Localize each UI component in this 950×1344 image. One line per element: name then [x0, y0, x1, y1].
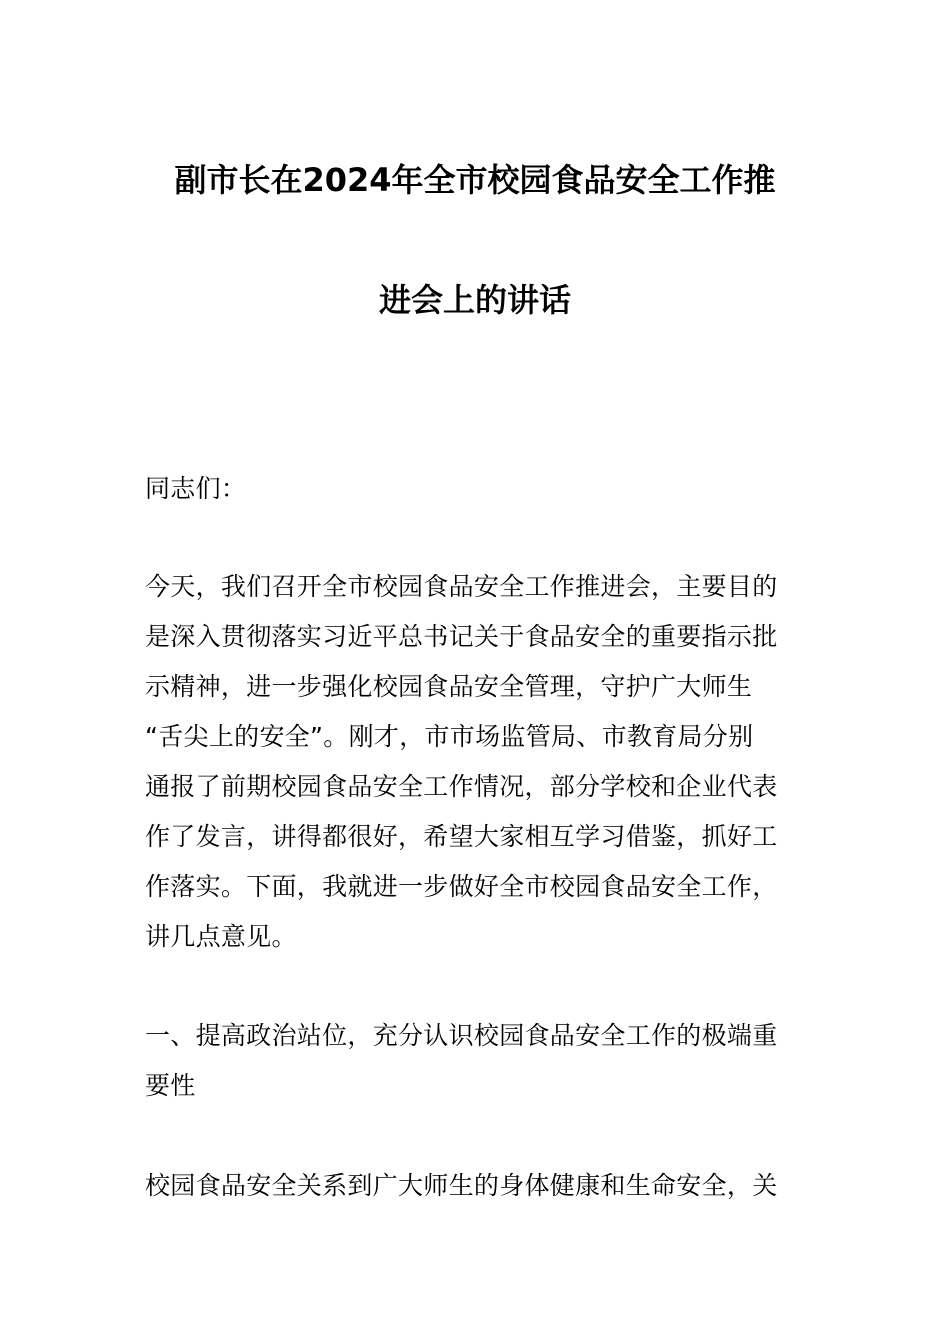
- paragraph-line: 讲几点意见。: [145, 922, 297, 951]
- paragraph-line: 作了发言，讲得都很好，希望大家相互学习借鉴，抓好工: [145, 822, 778, 851]
- salutation: 同志们：: [145, 474, 247, 503]
- paragraph-2: [145, 1161, 810, 1211]
- document-title-line-1: 副市长在2024年全市校园食品安全工作推: [174, 161, 776, 199]
- paragraph-line: “舌尖上的安全”。刚才，市市场监管局、市教育局分别: [145, 722, 754, 751]
- paragraph-line: 作落实。下面，我就进一步做好全市校园食品安全工作，: [145, 872, 778, 901]
- section-1-heading: [145, 1011, 810, 1111]
- paragraph-1: [145, 562, 810, 962]
- paragraph-line: 是深入贯彻落实习近平总书记关于食品安全的重要指示批: [145, 622, 778, 651]
- paragraph-line: 示精神，进一步强化校园食品安全管理，守护广大师生: [145, 672, 753, 701]
- paragraph-line: 校园食品安全关系到广大师生的身体健康和生命安全，关: [145, 1171, 778, 1200]
- paragraph-line: 通报了前期校园食品安全工作情况，部分学校和企业代表: [145, 772, 778, 801]
- heading-line: 要性: [145, 1071, 196, 1100]
- document-title-line-2: 进会上的讲话: [378, 281, 571, 319]
- paragraph-line: 今天，我们召开全市校园食品安全工作推进会，主要目的: [145, 572, 778, 601]
- heading-line: 一、提高政治站位，充分认识校园食品安全工作的极端重: [145, 1021, 778, 1050]
